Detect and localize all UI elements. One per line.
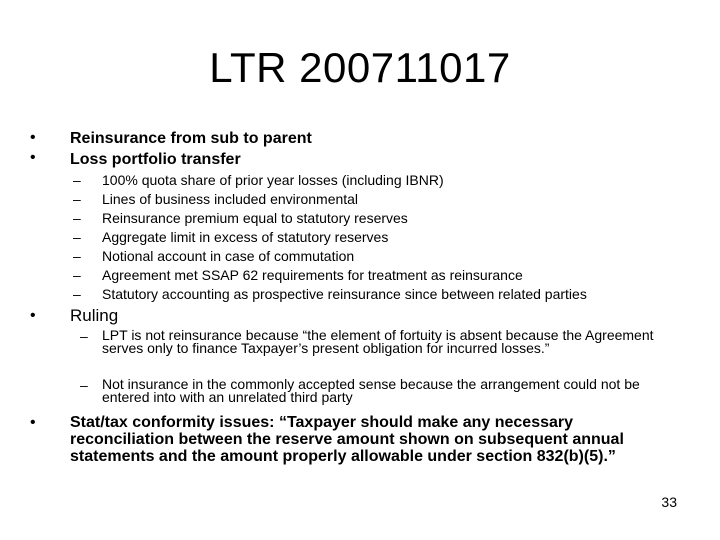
sub-item: Reinsurance premium equal to statutory reserves <box>102 210 408 226</box>
dash-marker: – <box>73 191 81 207</box>
sub-item: Notional account in case of commutation <box>102 248 355 264</box>
dash-marker: – <box>80 328 88 344</box>
slide-title: LTR 200711017 <box>209 44 511 91</box>
page-number: 33 <box>661 494 677 510</box>
dash-marker: – <box>73 248 81 264</box>
ruling-sub-item: LPT is not reinsurance because “the element of fortuity is absent because the Agreement serves only to finance Taxpayer’s present obligation for incurred losses.” <box>102 327 654 356</box>
sub-item: 100% quota share of prior year losses (including IBNR) <box>102 172 444 188</box>
dash-marker: – <box>80 377 88 393</box>
ruling-sub-item: Not insurance in the commonly accepted sense because the arrangement could not be entered into with an unrelated third party <box>102 376 640 405</box>
bullet-stat-tax: Stat/tax conformity issues: “Taxpayer should make any necessary reconciliation between the reserve amount shown on subsequent annual statements and the amount properly allowable under section 832(b)(5).” <box>70 414 624 465</box>
dash-marker: – <box>73 229 81 245</box>
sub-item: Statutory accounting as prospective reinsurance since between related parties <box>102 286 587 302</box>
sub-item: Aggregate limit in excess of statutory reserves <box>102 229 389 245</box>
dash-marker: – <box>73 267 81 283</box>
sub-item: Lines of business included environmental <box>102 191 359 207</box>
sub-item: Agreement met SSAP 62 requirements for treatment as reinsurance <box>102 267 523 283</box>
bullet-marker: • <box>30 414 36 431</box>
bullet-loss-portfolio: Loss portfolio transfer <box>70 151 241 168</box>
bullet-reinsurance: Reinsurance from sub to parent <box>70 130 312 147</box>
dash-marker: – <box>73 286 81 302</box>
dash-marker: – <box>73 210 81 226</box>
bullet-marker: • <box>30 129 36 146</box>
dash-marker: – <box>73 172 81 188</box>
bullet-marker: • <box>30 149 36 166</box>
bullet-ruling: Ruling <box>70 306 119 325</box>
bullet-marker: • <box>30 307 36 324</box>
